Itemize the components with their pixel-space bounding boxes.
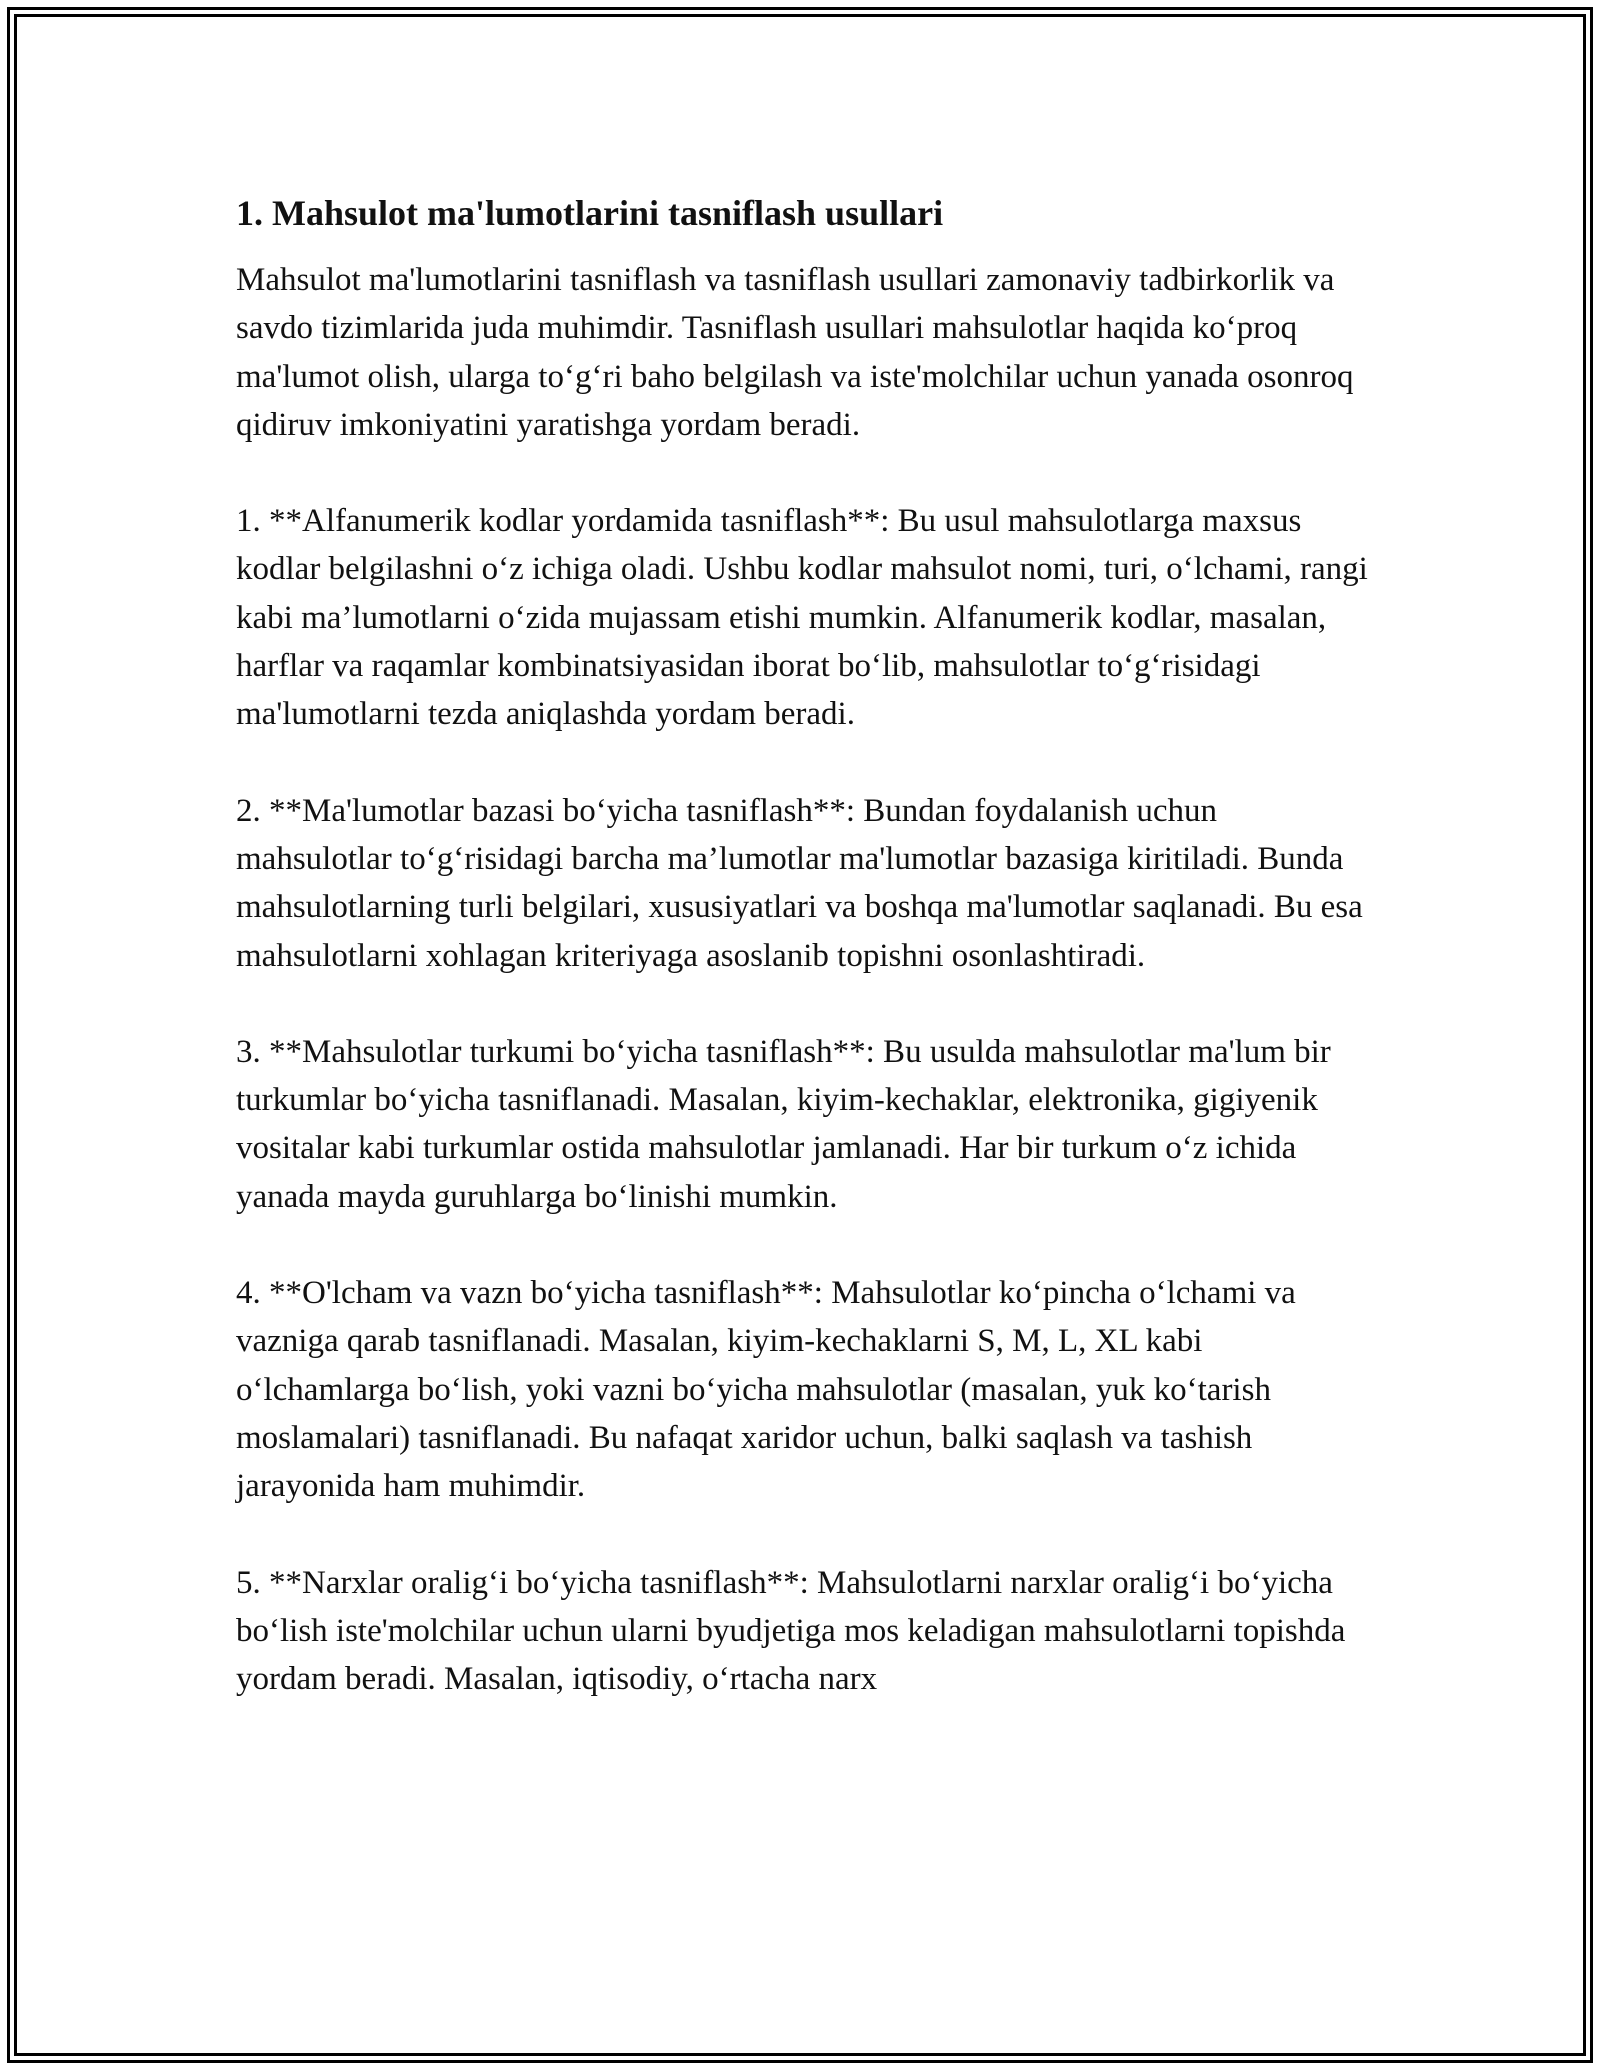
method-paragraph-5: 5. **Narxlar oralig‘i bo‘yicha tasniflash**: Mahsulotlarni narxlar oralig‘i bo‘yicha bo‘lish iste'molchilar uchun ularni byudjetiga mos keladigan mahsulotlarni topishda yordam beradi. Masalan, iqtisodiy, o‘rtacha narx (236, 1564, 1346, 1698)
document-body (236, 186, 1376, 1751)
method-paragraph-1: 1. **Alfanumerik kodlar yordamida tasniflash**: Bu usul mahsulotlarga maxsus kodlar belgilashni o‘z ichiga oladi. Ushbu kodlar mahsulot nomi, turi, o‘lchami, rangi kabi ma’lumotlarni o‘zida mujassam etishi mumkin. Alfanumerik kodlar, masalan, harflar va raqamlar kombinatsiyasidan iborat bo‘lib, mahsulotlar to‘g‘risidagi ma'lumotlarni tezda aniqlashda yordam beradi. (236, 503, 1368, 733)
method-paragraph-3: 3. **Mahsulotlar turkumi bo‘yicha tasniflash**: Bu usulda mahsulotlar ma'lum bir turkumlar bo‘yicha tasniflanadi. Masalan, kiyim-kechaklar, elektronika, gigiyenik vositalar kabi turkumlar ostida mahsulotlar jamlanadi. Har bir turkum o‘z ichida yanada mayda guruhlarga bo‘linishi mumkin. (236, 1033, 1331, 1215)
intro-paragraph: Mahsulot ma'lumotlarini tasniflash va tasniflash usullari zamonaviy tadbirkorlik va savdo tizimlarida juda muhimdir. Tasniflash usullari mahsulotlar haqida ko‘proq ma'lumot olish, ularga to‘g‘ri baho belgilash va iste'molchilar uchun yanada osonroq qidiruv imkoniyatini yaratishga yordam beradi. (236, 262, 1354, 443)
method-paragraph-4: 4. **O'lcham va vazn bo‘yicha tasniflash**: Mahsulotlar ko‘pincha o‘lchami va vazniga qarab tasniflanadi. Masalan, kiyim-kechaklarni S, M, L, XL kabi o‘lchamlarga bo‘lish, yoki vazni bo‘yicha mahsulotlar (masalan, yuk ko‘tarish moslamalari) tasniflanadi. Bu nafaqat xaridor uchun, balki saqlash va tashish jarayonida ham muhimdir. (236, 1275, 1296, 1505)
section-heading: 1. Mahsulot ma'lumotlarini tasniflash usullari (236, 193, 944, 233)
method-paragraph-2: 2. **Ma'lumotlar bazasi bo‘yicha tasniflash**: Bundan foydalanish uchun mahsulotlar to‘g‘risidagi barcha ma’lumotlar ma'lumotlar bazasiga kiritiladi. Bunda mahsulotlarning turli belgilari, xususiyatlari va boshqa ma'lumotlar saqlanadi. Bu esa mahsulotlarni xohlagan kriteriyaga asoslanib topishni osonlashtiradi. (236, 792, 1363, 974)
